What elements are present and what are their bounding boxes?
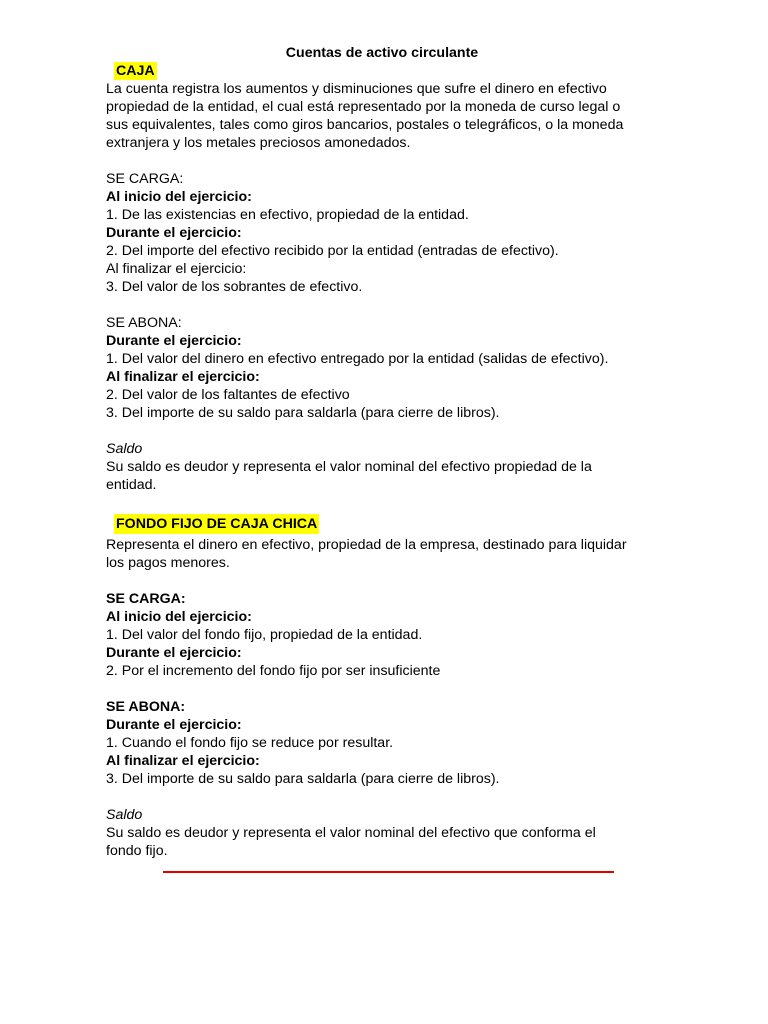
fondo-abona-item: 3. Del importe de su saldo para saldarla (para cierre de libros). bbox=[106, 771, 500, 787]
fondo-carga-inicio-label: Al inicio del ejercicio: bbox=[106, 609, 252, 625]
caja-carga-item: 2. Del importe del efectivo recibido por la entidad (entradas de efectivo). bbox=[106, 243, 559, 259]
fondo-saldo-text: Su saldo es deudor y representa el valor nominal del efectivo que conforma el bbox=[106, 825, 596, 841]
fondo-abona-item: 1. Cuando el fondo fijo se reduce por resultar. bbox=[106, 735, 394, 751]
fondo-carga-durante-label: Durante el ejercicio: bbox=[106, 645, 242, 661]
caja-carga-block bbox=[106, 170, 666, 296]
caja-abona-item: 2. Del valor de los faltantes de efectivo bbox=[106, 387, 350, 403]
caja-carga-durante-label: Durante el ejercicio: bbox=[106, 225, 242, 241]
fondo-saldo-block bbox=[106, 806, 666, 860]
caja-saldo-label: Saldo bbox=[106, 441, 143, 457]
caja-abona-label: SE ABONA: bbox=[106, 315, 182, 331]
fondo-carga-label: SE CARGA: bbox=[106, 591, 186, 607]
caja-carga-finalizar-label: Al finalizar el ejercicio: bbox=[106, 261, 247, 277]
caja-carga-label: SE CARGA: bbox=[106, 171, 184, 187]
fondo-saldo-label: Saldo bbox=[106, 807, 143, 823]
caja-abona-durante-label: Durante el ejercicio: bbox=[106, 333, 242, 349]
fondo-heading-highlight: FONDO FIJO DE CAJA CHICA bbox=[116, 516, 318, 532]
caja-description bbox=[106, 80, 666, 152]
caja-abona-item: 3. Del importe de su saldo para saldarla (para cierre de libros). bbox=[106, 405, 500, 421]
fondo-description-line: los pagos menores. bbox=[106, 555, 230, 571]
spacer bbox=[106, 788, 666, 806]
caja-abona-item: 1. Del valor del dinero en efectivo entregado por la entidad (salidas de efectivo). bbox=[106, 351, 609, 367]
fondo-abona-durante-label: Durante el ejercicio: bbox=[106, 717, 242, 733]
caja-abona-finalizar-label: Al finalizar el ejercicio: bbox=[106, 369, 260, 385]
caja-description-line: propiedad de la entidad, el cual está representado por la moneda de curso legal o bbox=[106, 99, 621, 115]
fondo-carga-item: 2. Por el incremento del fondo fijo por ser insuficiente bbox=[106, 663, 441, 679]
spacer bbox=[106, 152, 666, 170]
caja-carga-inicio-label: Al inicio del ejercicio: bbox=[106, 189, 252, 205]
fondo-abona-finalizar-label: Al finalizar el ejercicio: bbox=[106, 753, 260, 769]
fondo-abona-block bbox=[106, 698, 666, 788]
spacer bbox=[106, 422, 666, 440]
caja-heading-highlight: CAJA bbox=[116, 63, 155, 79]
spacer bbox=[106, 572, 666, 590]
caja-description-line: sus equivalentes, tales como giros bancarios, postales o telegráficos, o la moneda bbox=[106, 117, 624, 133]
fondo-carga-block bbox=[106, 590, 666, 680]
fondo-carga-item: 1. Del valor del fondo fijo, propiedad de la entidad. bbox=[106, 627, 423, 643]
fondo-description bbox=[106, 536, 666, 572]
caja-abona-block bbox=[106, 314, 666, 422]
caja-description-line: extranjera y los metales preciosos amonedados. bbox=[106, 135, 411, 151]
spacer bbox=[106, 296, 666, 314]
caja-carga-item: 1. De las existencias en efectivo, propiedad de la entidad. bbox=[106, 207, 469, 223]
spacer bbox=[106, 494, 666, 512]
fondo-abona-label: SE ABONA: bbox=[106, 699, 186, 715]
fondo-heading bbox=[106, 512, 666, 536]
caja-carga-item: 3. Del valor de los sobrantes de efectivo. bbox=[106, 279, 363, 295]
caja-saldo-text: Su saldo es deudor y representa el valor nominal del efectivo propiedad de la bbox=[106, 459, 592, 475]
document-title: Cuentas de activo circulante bbox=[285, 45, 479, 61]
caja-saldo-text: entidad. bbox=[106, 477, 157, 493]
spacer bbox=[106, 680, 666, 698]
caja-heading bbox=[106, 62, 666, 80]
caja-saldo-block bbox=[106, 440, 666, 494]
red-divider-line bbox=[163, 871, 614, 873]
fondo-description-line: Representa el dinero en efectivo, propiedad de la empresa, destinado para liquidar bbox=[106, 537, 627, 553]
caja-description-line: La cuenta registra los aumentos y disminuciones que sufre el dinero en efectivo bbox=[106, 81, 607, 97]
document-body bbox=[106, 44, 666, 860]
fondo-saldo-text: fondo fijo. bbox=[106, 843, 168, 859]
